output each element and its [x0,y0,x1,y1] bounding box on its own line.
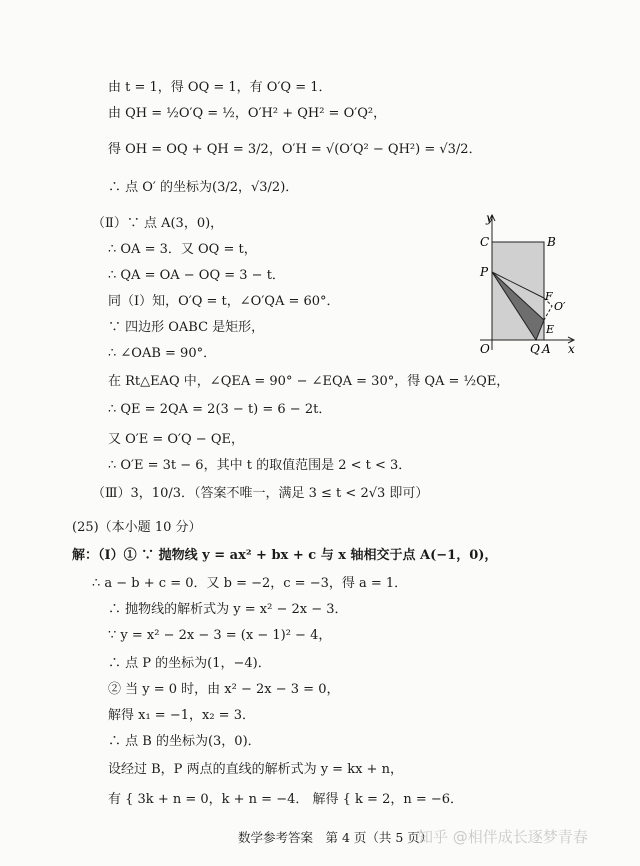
label-y: y [486,211,493,225]
text-line: （Ⅲ）3，10/3．（答案不唯一，满足 3 ≤ t < 2√3 即可） [92,486,429,501]
text-line: 解：（Ⅰ）① ∵ 抛物线 y = ax² + bx + c 与 x 轴相交于点 A(−1，0)， [72,548,498,563]
text-line: 同（Ⅰ）知，O′Q = t，∠O′QA = 60°． [108,294,340,309]
text-line: 在 Rt△EAQ 中，∠QEA = 90° − ∠EQA = 30°，得 QA = ½QE， [108,374,510,389]
text-line: ∴ QA = OA − OQ = 3 − t． [108,268,285,283]
label-x: x [568,342,575,356]
text-line: ∴ O′E = 3t − 6，其中 t 的取值范围是 2 < t < 3． [108,458,412,473]
text-line: ∴ OA = 3．又 OQ = t， [108,242,257,257]
text-line: 得 OH = OQ + QH = 3/2，O′H = √(O′Q² − QH²) = √3/2． [108,142,482,157]
geometry-figure [470,210,580,360]
label-c: C [480,235,490,249]
label-o: O [480,342,490,356]
text-line: ∵ 四边形 OABC 是矩形， [108,320,265,335]
label-a: A [542,342,551,356]
text-line: ∴ 点 B 的坐标为(3，0)． [108,734,261,749]
text-line: ∴ 点 P 的坐标为(1，−4)． [108,656,271,671]
label-o-prime: O′ [554,300,566,313]
text-line: （Ⅱ）∵ 点 A(3，0)， [92,216,224,231]
label-f: F [545,290,553,303]
text-line: 又 O′E = O′Q − QE， [108,432,244,447]
text-line: ∴ a − b + c = 0．又 b = −2，c = −3，得 a = 1． [92,576,408,591]
text-line: ∴ 抛物线的解析式为 y = x² − 2x − 3． [108,602,348,617]
text-line: ② 当 y = 0 时，由 x² − 2x − 3 = 0， [108,682,340,697]
text-line: ∴ QE = 2QA = 2(3 − t) = 6 − 2t． [108,402,332,417]
text-line: 有 { 3k + n = 0，k + n = −4． 解得 { k = 2，n = −6． [108,792,464,807]
text-line: (25)（本小题 10 分） [72,520,202,535]
label-e: E [546,323,555,336]
text-line: ∴ 点 O′ 的坐标为(3/2，√3/2)． [108,180,299,195]
label-q: Q [530,342,540,356]
text-line: ∴ ∠OAB = 90°． [108,346,217,361]
label-p: P [480,265,489,279]
text-line: 解得 x₁ = −1，x₂ = 3． [108,708,255,723]
text-line: 由 QH = ½O′Q = ½，O′H² + QH² = O′Q²， [108,106,387,121]
label-b: B [547,235,556,249]
text-line: ∵ y = x² − 2x − 3 = (x − 1)² − 4， [108,628,332,643]
text-line: 设经过 B，P 两点的直线的解析式为 y = kx + n， [108,762,403,777]
page-footer: 数学参考答案 第 4 页（共 5 页） [238,830,433,845]
text-line: 由 t = 1，得 OQ = 1，有 O′Q = 1． [108,80,332,95]
watermark: 知乎 @相伴成长逐梦青春 [418,828,588,846]
